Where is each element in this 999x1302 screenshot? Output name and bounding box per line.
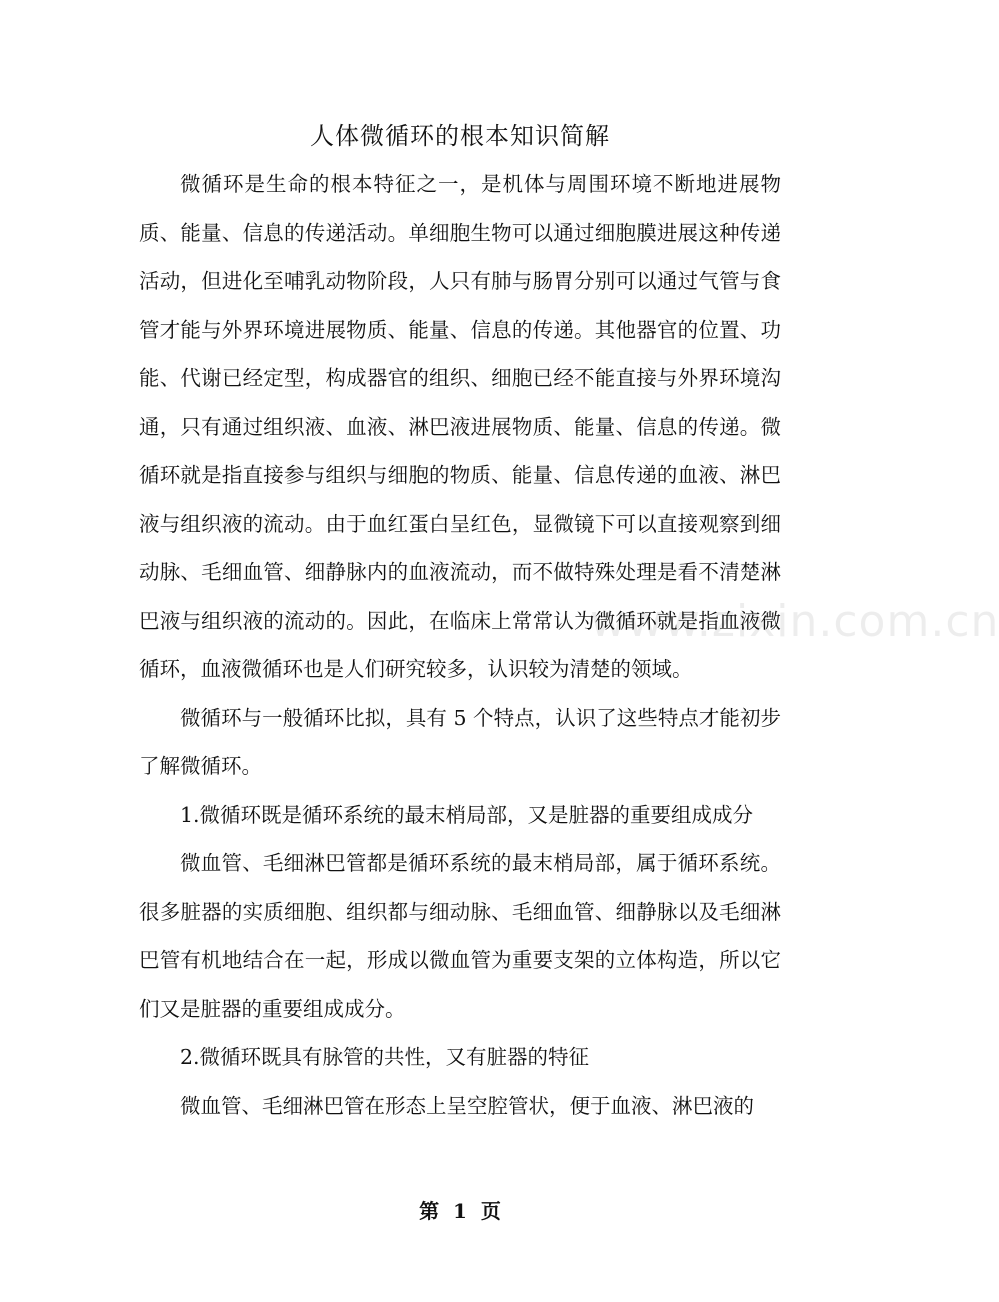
paragraph-intro: 微循环是生命的根本特征之一，是机体与周围环境不断地进展物质、能量、信息的传递活动。单细胞生物可以通过细胞膜进展这种传递活动，但进化至哺乳动物阶段，人只有肺与肠胃分别可以通过气管与食管才能与外界环境进展物质、能量、信息的传递。其他器官的位置、功能、代谢已经定型，构成器官的组织、细胞已经不能直接与外界环境沟通，只有通过组织液、血液、淋巴液进展物质、能量、信息的传递。微循环就是指直接参与组织与细胞的物质、能量、信息传递的血液、淋巴液与组织液的流动。由于血红蛋白呈红色，显微镜下可以直接观察到细动脉、毛细血管、细静脉内的血液流动，而不做特殊处理是看不清楚淋巴液与组织液的流动的。因此，在临床上常常认为微循环就是指血液微循环，血液微循环也是人们研究较多，认识较为清楚的领域。 bbox=[139, 172, 781, 681]
page-number-footer: 第 1 页 bbox=[419, 1199, 501, 1223]
document-title: 人体微循环的根本知识简解 bbox=[310, 122, 610, 150]
paragraph-features-intro: 微循环与一般循环比拟，具有 5 个特点，认识了这些特点才能初步了解微循环。 bbox=[139, 705, 781, 778]
section-heading-2: 2.微循环既具有脉管的共性，又有脏器的特征 bbox=[180, 1045, 590, 1069]
watermark: www.zixin.com.cn bbox=[590, 596, 999, 647]
document-body bbox=[139, 160, 781, 1130]
paragraph-section-2: 微血管、毛细淋巴管在形态上呈空腔管状，便于血液、淋巴液的 bbox=[180, 1093, 754, 1118]
section-heading-1: 1.微循环既是循环系统的最末梢局部，又是脏器的重要组成成分 bbox=[180, 802, 754, 827]
paragraph-section-1: 微血管、毛细淋巴管都是循环系统的最末梢局部，属于循环系统。很多脏器的实质细胞、组织都与细动脉、毛细血管、细静脉以及毛细淋巴管有机地结合在一起，形成以微血管为重要支架的立体构造，所以它们又是脏器的重要组成成分。 bbox=[139, 851, 781, 1021]
